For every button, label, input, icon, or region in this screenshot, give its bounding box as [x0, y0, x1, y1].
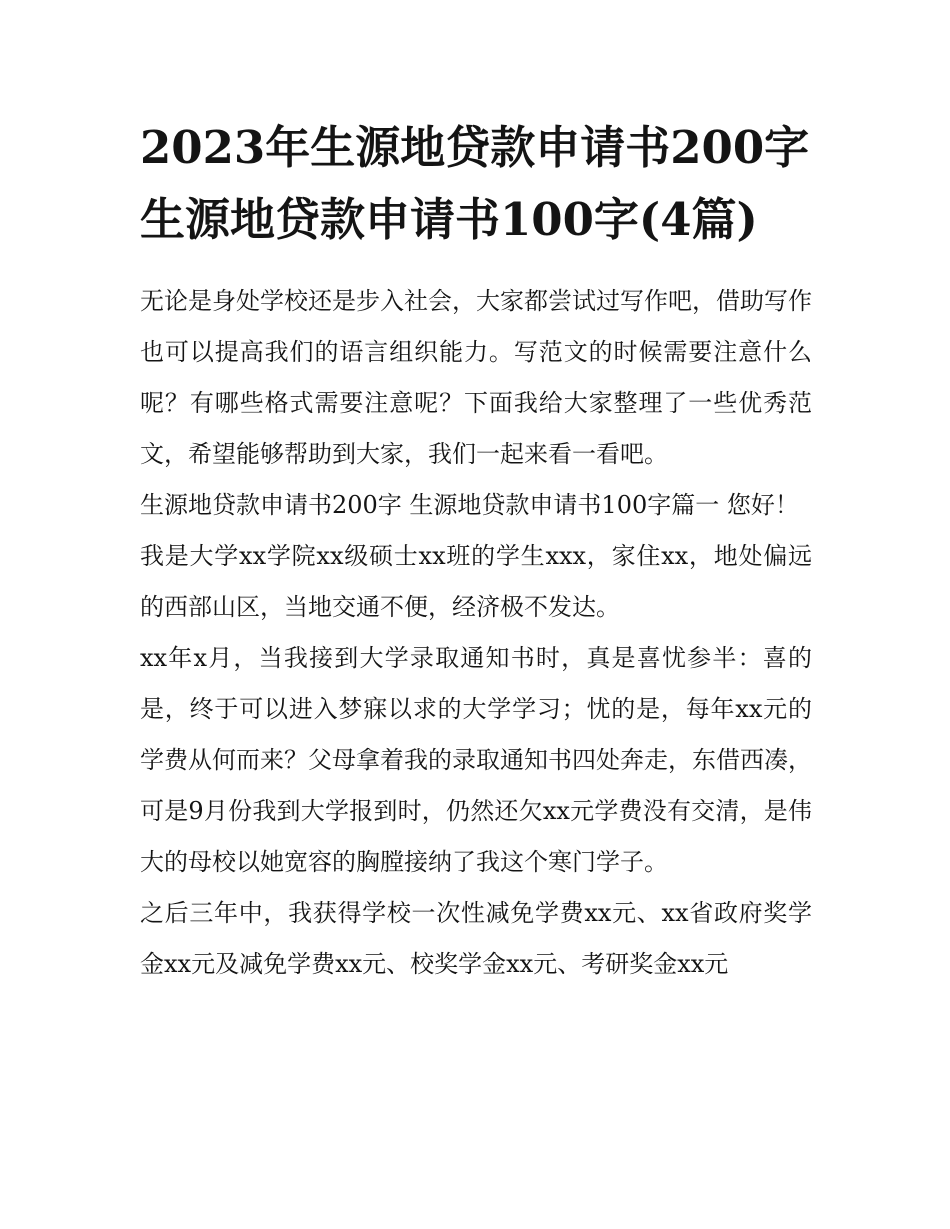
paragraph-self-introduction: 我是大学xx学院xx级硕士xx班的学生xxx，家住xx，地处偏远的西部山区，当地交通不便，经济极不发达。 — [140, 542, 812, 621]
document-title: 2023年生源地贷款申请书200字 生源地贷款申请书100字(4篇) — [140, 121, 810, 246]
paragraph-admission-story: xx年x月，当我接到大学录取通知书时，真是喜忧参半：喜的是，终于可以进入梦寐以求的大学学习；忧的是，每年xx元的学费从何而来？父母拿着我的录取通知书四处奔走，东借西凑，可是9月份我到大学报到时，仍然还欠xx元学费没有交清，是伟大的母校以她宽容的胸膛接纳了我这个寒门学子。 — [140, 644, 812, 876]
paragraph-section-heading: 生源地贷款申请书200字 生源地贷款申请书100字篇一 您好！ — [140, 491, 799, 519]
paragraph-scholarships: 之后三年中，我获得学校一次性减免学费xx元、xx省政府奖学金xx元及减免学费xx元、校奖学金xx元、考研奖金xx元 — [140, 899, 812, 978]
document-body — [140, 276, 812, 990]
document-page — [140, 112, 812, 990]
paragraph-intro: 无论是身处学校还是步入社会，大家都尝试过写作吧，借助写作也可以提高我们的语言组织能力。写范文的时候需要注意什么呢？有哪些格式需要注意呢？下面我给大家整理了一些优秀范文，希望能够帮助到大家，我们一起来看一看吧。 — [140, 287, 812, 468]
